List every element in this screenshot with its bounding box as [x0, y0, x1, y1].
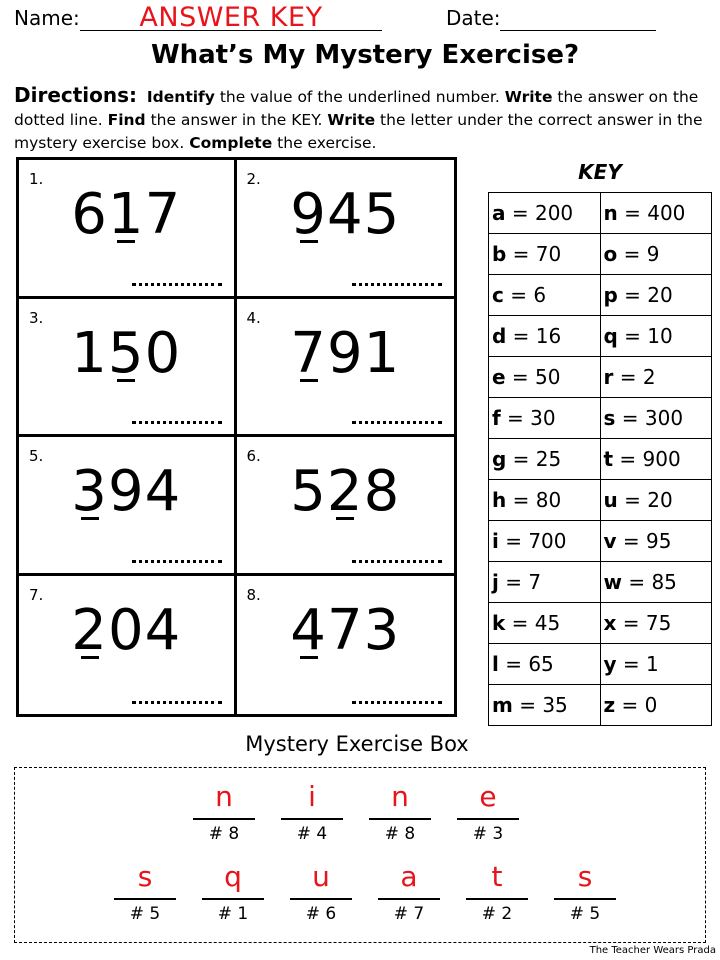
directions-text-2: the answer on the dotted line.	[14, 88, 699, 129]
problem-number: 6.	[246, 447, 261, 465]
problem-reference: # 2	[481, 904, 513, 924]
digit-after: 04	[107, 597, 182, 663]
page-title: What’s My Mystery Exercise?	[150, 40, 580, 70]
key-value: = 1	[616, 652, 659, 676]
directions-word-complete: Complete	[189, 134, 273, 152]
key-cell	[489, 316, 601, 357]
digit-before: 1	[71, 320, 108, 386]
key-cell	[489, 685, 601, 726]
problem-value	[19, 598, 234, 663]
key-cell	[600, 316, 712, 357]
answer-dotted-line[interactable]	[352, 701, 442, 704]
key-letter: g	[492, 447, 507, 471]
answer-line[interactable]	[466, 898, 528, 900]
problem-number: 7.	[29, 585, 44, 604]
key-cell	[489, 562, 601, 603]
answer-dotted-line[interactable]	[352, 421, 442, 424]
key-cell	[489, 644, 601, 685]
answer-line[interactable]	[290, 898, 352, 900]
key-value: = 70	[506, 242, 562, 266]
directions	[14, 84, 720, 155]
digit-after: 91	[326, 320, 401, 386]
key-letter: w	[603, 570, 622, 594]
answer-dotted-line[interactable]	[132, 421, 222, 424]
key-row	[489, 480, 712, 521]
key-cell	[489, 480, 601, 521]
problem-reference: # 6	[305, 904, 337, 924]
key-value: = 16	[506, 324, 562, 348]
underlined-digit: 3	[71, 459, 108, 524]
key-value: = 20	[617, 283, 673, 307]
key-letter: m	[492, 693, 513, 717]
key-cell	[489, 357, 601, 398]
key-letter: d	[492, 324, 507, 348]
key-letter: q	[603, 324, 618, 348]
problem-cell	[237, 576, 455, 715]
date-line[interactable]	[500, 30, 656, 31]
key-cell	[600, 603, 712, 644]
key-row	[489, 275, 712, 316]
problem-value	[237, 321, 455, 386]
problem-reference: # 3	[472, 824, 504, 844]
digit-after: 94	[107, 459, 182, 524]
problem-reference: # 7	[393, 904, 425, 924]
digit-before: 5	[290, 459, 327, 524]
key-row	[489, 316, 712, 357]
answer-letter: n	[391, 780, 409, 813]
problem-reference: # 8	[384, 824, 416, 844]
key-value: = 6	[503, 283, 547, 307]
problem-reference: # 5	[569, 904, 601, 924]
key-letter: k	[492, 611, 506, 635]
key-cell	[489, 603, 601, 644]
key-value: = 85	[621, 570, 677, 594]
problem-cell	[19, 160, 237, 299]
answer-line[interactable]	[114, 898, 176, 900]
key-letter: b	[492, 242, 507, 266]
key-letter: j	[492, 570, 499, 594]
key-cell	[489, 193, 601, 234]
key-cell	[489, 275, 601, 316]
answer-line[interactable]	[202, 898, 264, 900]
underlined-digit: 4	[290, 597, 327, 663]
key-row	[489, 521, 712, 562]
key-row	[489, 439, 712, 480]
key-cell	[600, 357, 712, 398]
answer-dotted-line[interactable]	[132, 283, 222, 286]
key-letter: e	[492, 365, 506, 389]
key-letter: r	[603, 365, 614, 389]
problem-reference: # 1	[217, 904, 249, 924]
key-letter: c	[492, 283, 504, 307]
key-cell	[600, 398, 712, 439]
digit-after: 45	[326, 182, 401, 247]
problem-value	[19, 321, 234, 386]
key-cell	[600, 521, 712, 562]
underlined-digit: 1	[107, 182, 145, 247]
directions-text-5: the exercise.	[272, 134, 377, 152]
answer-letter: u	[312, 860, 330, 893]
problem-value	[237, 459, 455, 524]
problem-cell	[237, 437, 455, 576]
key-value: = 2	[613, 365, 656, 389]
problem-cell	[237, 160, 455, 299]
problem-number: 1.	[29, 170, 44, 188]
key-cell	[600, 644, 712, 685]
problem-cell	[19, 576, 237, 715]
key-letter: u	[603, 488, 618, 512]
key-value: = 35	[512, 693, 568, 717]
key-row	[489, 398, 712, 439]
answer-line[interactable]	[457, 818, 519, 820]
key-cell	[489, 439, 601, 480]
key-cell	[489, 234, 601, 275]
key-letter: x	[603, 611, 617, 635]
problem-cell	[237, 299, 455, 438]
key-cell	[600, 562, 712, 603]
answer-line[interactable]	[378, 898, 440, 900]
directions-heading: Directions:	[14, 83, 138, 107]
key-letter: f	[492, 406, 501, 430]
underlined-digit: 7	[290, 320, 327, 386]
problem-number: 4.	[246, 308, 261, 327]
problem-value	[19, 459, 234, 524]
key-letter: y	[603, 652, 617, 676]
key-value: = 95	[616, 529, 672, 553]
answer-letter: i	[308, 780, 316, 813]
key-value: = 900	[613, 447, 681, 471]
key-value: = 80	[506, 488, 562, 512]
key-letter: z	[603, 693, 616, 717]
key-value: = 10	[617, 324, 673, 348]
key-row	[489, 357, 712, 398]
key-cell	[600, 275, 712, 316]
key-row	[489, 193, 712, 234]
key-value: = 700	[498, 529, 567, 553]
problem-reference: # 8	[208, 824, 240, 844]
key-letter: h	[492, 488, 507, 512]
answer-letter: s	[577, 860, 593, 893]
answer-letter: e	[479, 780, 497, 813]
key-value: = 400	[617, 201, 686, 225]
key-value: = 25	[506, 447, 562, 471]
key-row	[489, 685, 712, 726]
key-value: = 200	[505, 201, 574, 225]
key-cell	[600, 439, 712, 480]
key-title: KEY	[578, 160, 622, 184]
directions-word-write-2: Write	[327, 111, 376, 129]
key-cell	[600, 234, 712, 275]
mystery-exercise-box	[14, 767, 706, 943]
key-letter: i	[492, 529, 499, 553]
answer-line[interactable]	[281, 818, 343, 820]
answer-line[interactable]	[369, 818, 431, 820]
problem-cell	[19, 437, 237, 576]
key-value: = 7	[498, 570, 542, 594]
problem-cell	[19, 299, 237, 438]
key-letter: t	[603, 447, 614, 471]
key-value: = 50	[505, 365, 561, 389]
key-value: = 20	[617, 488, 673, 512]
answer-letter: a	[400, 860, 418, 893]
directions-word-identify: Identify	[146, 88, 215, 106]
mystery-box-title: Mystery Exercise Box	[245, 732, 469, 756]
key-value: = 30	[500, 406, 556, 430]
key-letter: n	[603, 201, 618, 225]
answer-line[interactable]	[193, 818, 255, 820]
key-letter: l	[492, 652, 499, 676]
directions-text-3: the answer in the KEY.	[145, 111, 328, 129]
problem-number: 8.	[246, 585, 261, 604]
digit-after: 8	[363, 459, 401, 524]
key-cell	[600, 480, 712, 521]
problem-value	[237, 598, 455, 663]
key-value: = 45	[505, 611, 561, 635]
answer-key-text: ANSWER KEY	[139, 2, 323, 33]
key-value: = 0	[615, 693, 658, 717]
problem-reference: # 5	[129, 904, 161, 924]
digit-after: 73	[326, 597, 401, 663]
key-cell	[489, 398, 601, 439]
answer-letter: q	[224, 860, 242, 893]
directions-text-4: the letter under the correct answer in the mystery exercise box.	[14, 111, 703, 152]
digit-after: 0	[144, 320, 182, 386]
answer-letter: n	[215, 780, 233, 813]
underlined-digit: 5	[107, 320, 145, 386]
key-row	[489, 234, 712, 275]
date-label: Date:	[446, 6, 501, 30]
key-cell	[600, 685, 712, 726]
key-value: = 75	[616, 611, 672, 635]
underlined-digit: 2	[71, 597, 108, 663]
problem-number: 2.	[246, 170, 261, 188]
key-letter: o	[603, 242, 618, 266]
answer-dotted-line[interactable]	[352, 283, 442, 286]
key-table	[488, 192, 712, 726]
key-value: = 65	[498, 652, 554, 676]
directions-text-1: the value of the underlined number.	[214, 88, 505, 106]
problem-number: 3.	[29, 308, 44, 327]
key-row	[489, 603, 712, 644]
answer-line[interactable]	[554, 898, 616, 900]
key-value: = 300	[615, 406, 684, 430]
name-label: Name:	[14, 6, 80, 30]
problem-reference: # 4	[296, 824, 328, 844]
key-cell	[489, 521, 601, 562]
key-row	[489, 644, 712, 685]
digit-after: 7	[144, 182, 182, 247]
answer-letter: s	[137, 860, 153, 893]
problem-number: 5.	[29, 447, 44, 465]
key-letter: v	[603, 529, 617, 553]
key-letter: s	[603, 406, 616, 430]
key-cell	[600, 193, 712, 234]
answer-letter: t	[491, 860, 503, 893]
directions-word-find: Find	[107, 111, 146, 129]
underlined-digit: 9	[290, 182, 327, 247]
answer-dotted-line[interactable]	[352, 560, 442, 563]
answer-dotted-line[interactable]	[132, 560, 222, 563]
key-row	[489, 562, 712, 603]
underlined-digit: 2	[326, 459, 364, 524]
key-value: = 9	[617, 242, 660, 266]
answer-dotted-line[interactable]	[132, 701, 222, 704]
key-letter: p	[603, 283, 618, 307]
credit-text: The Teacher Wears Prada	[589, 945, 716, 956]
problem-grid	[16, 157, 457, 717]
directions-word-write: Write	[504, 88, 553, 106]
problem-value	[237, 182, 455, 247]
key-letter: a	[492, 201, 506, 225]
digit-before: 6	[71, 182, 108, 247]
problem-value	[19, 182, 234, 247]
